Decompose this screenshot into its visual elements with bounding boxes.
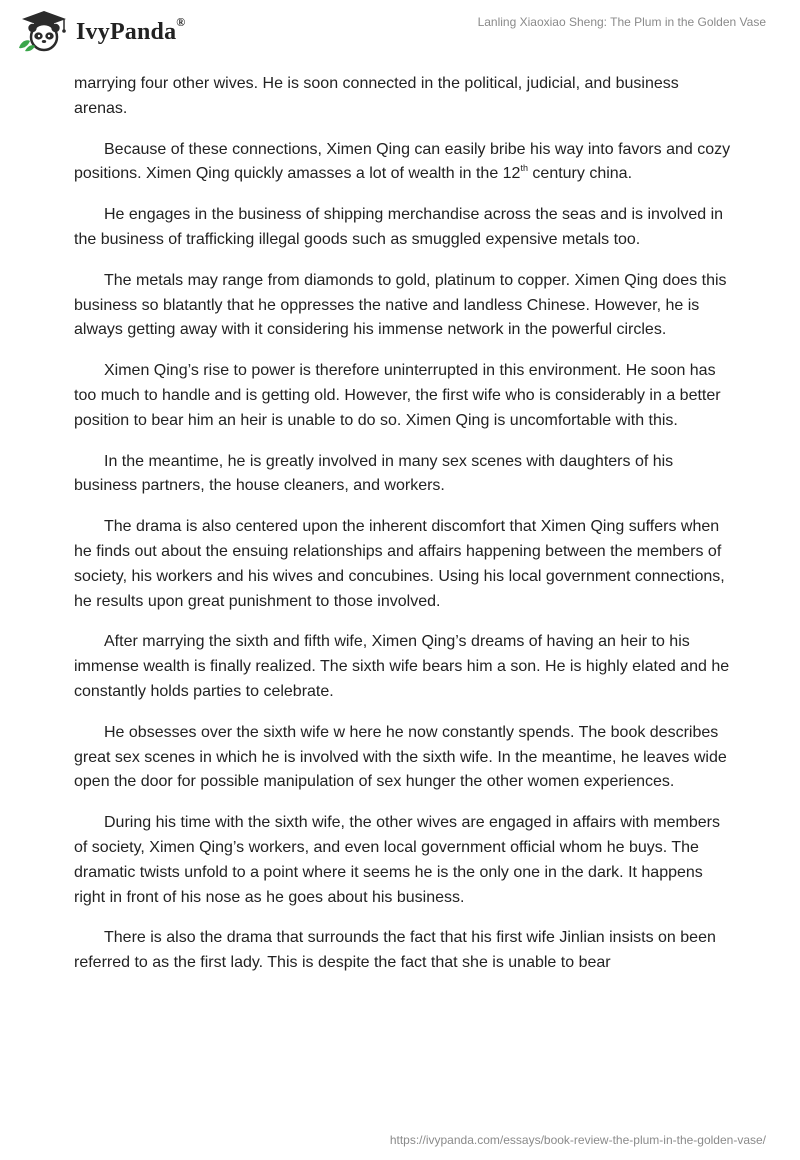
- paragraph: Ximen Qing’s rise to power is therefore uninterrupted in this environment. He soon has too much to handle and is getting old. However, the first wife who is considerably in a better position to bear him an heir is unable to do so. Ximen Qing is uncomfortable with this.: [74, 362, 721, 429]
- paragraph: In the meantime, he is greatly involved in many sex scenes with daughters of his business partners, the house cleaners, and workers.: [74, 452, 674, 495]
- paragraph: The drama is also centered upon the inherent discomfort that Ximen Qing suffers when he finds out about the ensuing relationships and affairs happening between the members of society, his workers and his wives and concubines. Using his local government connections, he results upon great punishment to those involved.: [74, 518, 725, 610]
- paragraph: He engages in the business of shipping merchandise across the seas and is involved in the business of trafficking illegal goods such as smuggled expensive metals too.: [74, 206, 724, 248]
- paragraph: Because of these connections, Ximen Qing can easily bribe his way into favors and cozy positions. Ximen Qing quickly amasses a lot of wealth in the 12th century china.: [74, 140, 731, 183]
- source-url[interactable]: https://ivypanda.com/essays/book-review-the-plum-in-the-golden-vase/: [389, 1133, 766, 1147]
- paragraph: There is also the drama that surrounds the fact that his first wife Jinlian insists on been referred to as the first lady. This is despite the fact that she is unable to bear: [74, 929, 716, 972]
- logo-text: IvyPanda®: [76, 14, 186, 45]
- paragraph: He obsesses over the sixth wife w here he now constantly spends. The book describes great sex scenes in which he is involved with the sixth wife. In the meantime, he leaves wide open the door for possible manipulation of sex hunger the other women experiences.: [74, 723, 727, 791]
- page-header: [0, 0, 800, 64]
- panda-graduate-icon: [14, 8, 74, 54]
- paragraph: After marrying the sixth and fifth wife, Ximen Qing’s dreams of having an heir to his immense wealth is finally realized. The sixth wife bears him a son. He is highly elated and he constantly holds parties to celebrate.: [74, 633, 730, 700]
- document-title: Lanling Xiaoxiao Sheng: The Plum in the Golden Vase: [477, 15, 766, 29]
- essay-body: [74, 72, 734, 992]
- paragraph: The metals may range from diamonds to gold, platinum to copper. Ximen Qing does this business so blatantly that he oppresses the native and landless Chinese. However, he is always getting away with it considering his immense network in the powerful circles.: [74, 271, 727, 339]
- paragraph: marrying four other wives. He is soon connected in the political, judicial, and business arenas.: [74, 75, 679, 117]
- paragraph: During his time with the sixth wife, the other wives are engaged in affairs with members of society, Ximen Qing’s workers, and even local government official whom he buys. The dramatic twists unfold to a point where it seems he is the only one in the dark. It happens right in front of his nose as he goes about his business.: [74, 814, 720, 906]
- ivypanda-logo[interactable]: [14, 8, 185, 54]
